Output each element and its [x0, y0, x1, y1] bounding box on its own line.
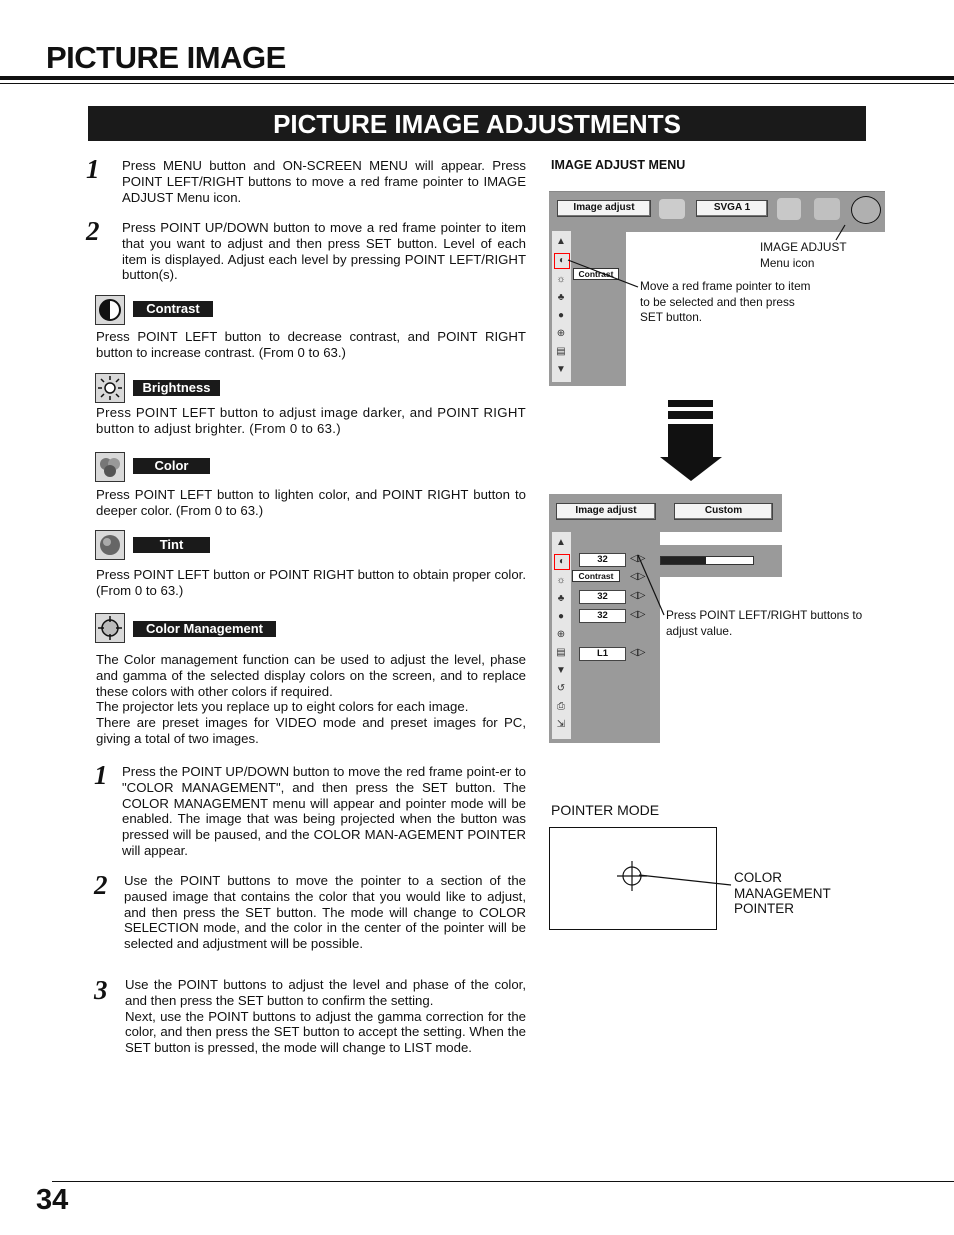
step-text: Press MENU button and ON-SCREEN MENU will appear. Press POINT LEFT/RIGHT buttons to move a red frame pointer to IMAGE ADJUST Menu icon.: [122, 158, 526, 205]
pointer-callout-line: [635, 870, 735, 890]
left-right-arrow-icon[interactable]: ◁▷: [630, 571, 646, 582]
contrast-icon[interactable]: ◐: [554, 554, 570, 570]
brightness-description: Press POINT LEFT button to adjust image darker, and POINT RIGHT button to adjust brighter. (From 0 to 63.): [96, 405, 526, 436]
contrast-icon[interactable]: ◐: [554, 253, 570, 269]
tint-label: Tint: [133, 537, 210, 553]
menu2-image-adjust-button[interactable]: Image adjust: [556, 503, 656, 520]
left-right-arrow-icon[interactable]: ◁▷: [630, 647, 646, 658]
image-adjust-menu-heading: IMAGE ADJUST MENU: [551, 158, 686, 172]
pointer-callout-text: COLOR MANAGEMENT POINTER: [734, 870, 831, 916]
menu1-svga-button[interactable]: SVGA 1: [696, 200, 768, 217]
step-number: 3: [94, 975, 108, 1005]
reset-icon[interactable]: ↺: [556, 683, 566, 694]
color-icon: [95, 452, 125, 482]
section-title: PICTURE IMAGE ADJUSTMENTS: [88, 106, 866, 141]
menu2-gamma-value: L1: [579, 647, 626, 661]
header-rule-thin: [0, 83, 954, 84]
callout-adjust-value: Press POINT LEFT/RIGHT buttons to adjust value.: [666, 608, 863, 638]
brightness-label: Brightness: [133, 380, 220, 396]
left-right-arrow-icon[interactable]: ◁▷: [630, 590, 646, 601]
menu2-color-value: 32: [579, 590, 626, 604]
header-rule: [0, 76, 954, 80]
callout-lines: [540, 215, 900, 635]
up-arrow-icon[interactable]: ▲: [556, 236, 566, 247]
left-right-arrow-icon[interactable]: ◁▷: [630, 609, 646, 620]
brightness-icon[interactable]: ☼: [556, 575, 566, 586]
brightness-icon: [95, 373, 125, 403]
tint-description: Press POINT LEFT button or POINT RIGHT button to obtain proper color. (From 0 to 63.): [96, 567, 526, 598]
contrast-label: Contrast: [133, 301, 213, 317]
down-arrow-icon[interactable]: ▼: [556, 665, 566, 676]
color-management-icon: [95, 613, 125, 643]
gradient-icon[interactable]: ▤: [556, 647, 566, 658]
tint-icon[interactable]: ●: [557, 310, 565, 321]
brightness-icon[interactable]: ☼: [556, 274, 566, 285]
color-icon[interactable]: ♣: [557, 292, 565, 303]
callout-image-adjust-icon: IMAGE ADJUST Menu icon: [760, 240, 847, 270]
color-icon[interactable]: ♣: [557, 593, 565, 604]
menu1-contrast-tooltip: Contrast: [573, 268, 619, 280]
color-management-icon[interactable]: ⊕: [556, 629, 566, 640]
color-label: Color: [133, 458, 210, 474]
contrast-icon: [95, 295, 125, 325]
menu1-image-adjust-button[interactable]: Image adjust: [557, 200, 651, 217]
step-number: 2: [86, 216, 100, 246]
step-text: Use the POINT buttons to adjust the level and phase of the color, and then press the SET button to confirm the setting. Next, use the POINT buttons to adjust the gamma correction for the color, and then press the SET button to accept the setting. When the SET button is pressed, the mode will change to LIST mode.: [125, 977, 526, 1056]
step-number: 2: [94, 870, 108, 900]
menu2-custom-button[interactable]: Custom: [674, 503, 773, 520]
quit-icon[interactable]: ⇲: [556, 719, 566, 730]
step-number: 1: [86, 154, 100, 184]
page-number: 34: [36, 1184, 69, 1216]
step-number: 1: [94, 760, 108, 790]
tint-icon: [95, 530, 125, 560]
step-text: Press POINT UP/DOWN button to move a red frame pointer to item that you want to adjust and then press SET button. Level of each item is displayed. Adjust each level by pressing POINT LEFT/RIGHT button(s).: [122, 220, 526, 283]
color-management-icon[interactable]: ⊕: [556, 328, 566, 339]
page-title: PICTURE IMAGE: [46, 40, 286, 75]
up-arrow-icon[interactable]: ▲: [556, 537, 566, 548]
color-description: Press POINT LEFT button to lighten color, and POINT RIGHT button to deeper color. (From 0 to 63.): [96, 487, 526, 518]
step-text: Use the POINT buttons to move the pointer to a section of the paused image that contains the color that you would like to adjust, and then press the SET button. The mode will change to COLOR SELECTION mode, and the color in the center of the pointer will be selected and adjustment will be possible.: [124, 873, 526, 952]
menu2-contrast-tooltip: Contrast: [572, 570, 620, 582]
down-arrow-icon[interactable]: ▼: [556, 364, 566, 375]
store-icon[interactable]: ⎙: [557, 701, 565, 712]
callout-red-frame-pointer: Move a red frame pointer to item to be selected and then press SET button.: [640, 279, 811, 324]
menu2-contrast-value: 32: [579, 553, 626, 567]
footer-rule: [52, 1181, 954, 1182]
gradient-icon[interactable]: ▤: [556, 346, 566, 357]
tint-icon[interactable]: ●: [557, 611, 565, 622]
menu2-tint-value: 32: [579, 609, 626, 623]
left-right-arrow-icon[interactable]: ◁▷: [630, 553, 646, 564]
contrast-description: Press POINT LEFT button to decrease contrast, and POINT RIGHT button to increase contrast. (From 0 to 63.): [96, 329, 526, 360]
color-management-description: The Color management function can be used to adjust the level, phase and gamma of the selected display colors on the screen, and to replace these colors with other colors if required. The projector lets you replace up to eight colors for each image. There are preset images for VIDEO mode and preset images for PC, giving a total of two images.: [96, 652, 526, 746]
pointer-mode-heading: POINTER MODE: [551, 802, 660, 818]
color-management-label: Color Management: [133, 621, 276, 637]
step-text: Press the POINT UP/DOWN button to move the red frame point-er to "COLOR MANAGEMENT", and then press the SET button. The COLOR MANAGEMENT menu will appear and pointer mode will be enabled. The image that was being projected when the button was pressed will be paused, and the COLOR MAN-AGEMENT POINTER will appear.: [122, 764, 526, 858]
